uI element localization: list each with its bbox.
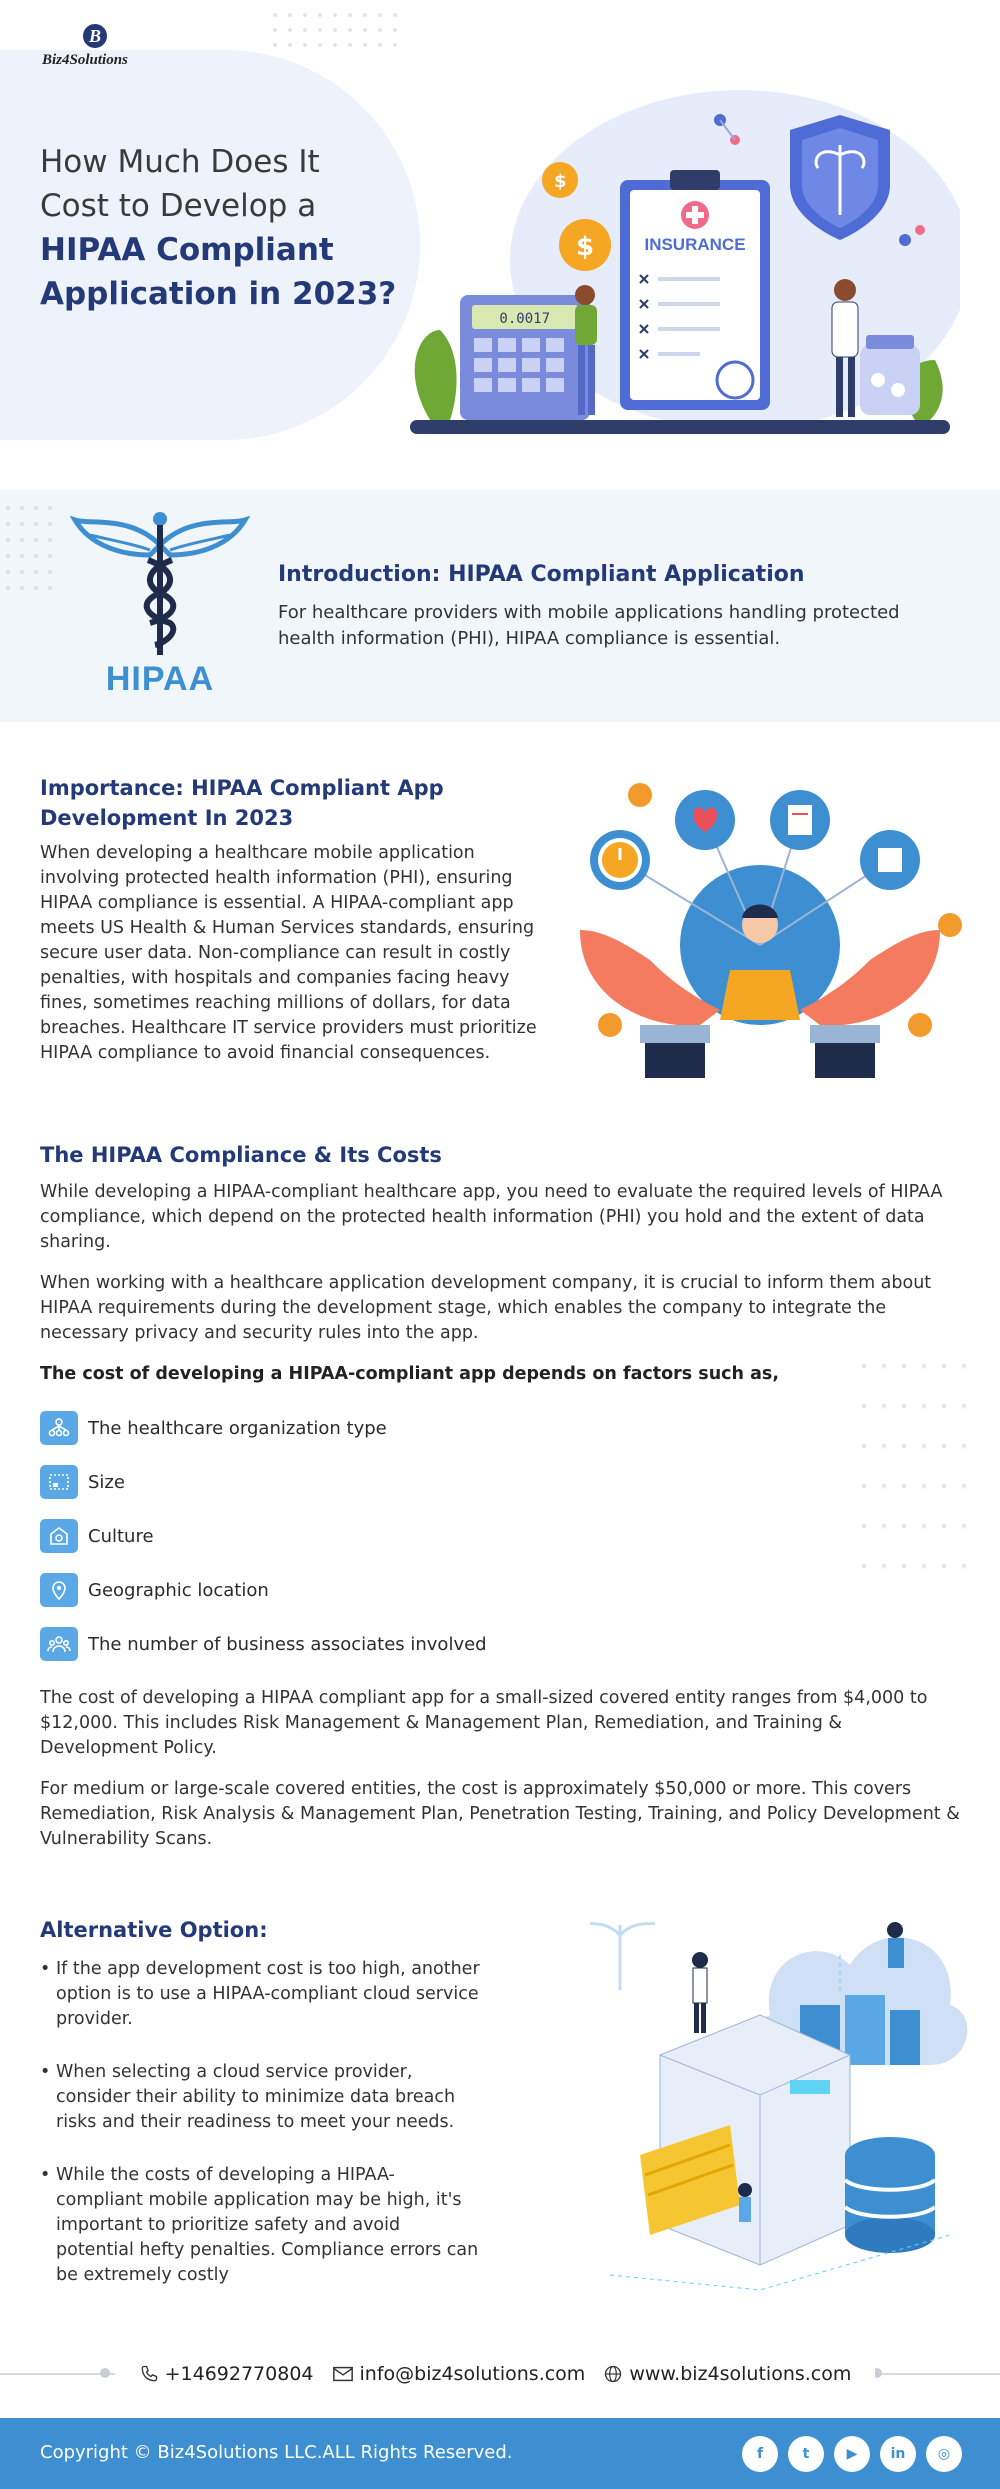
brand-name: Biz4Solutions bbox=[42, 52, 128, 68]
svg-text:B: B bbox=[89, 26, 102, 46]
culture-icon bbox=[40, 1519, 78, 1553]
intro-title: Introduction: HIPAA Compliant Application bbox=[278, 562, 805, 587]
calculator-display: 0.0017 bbox=[499, 311, 550, 327]
contact-website[interactable] bbox=[603, 2363, 851, 2385]
factor-item bbox=[40, 1626, 487, 1662]
brand-logo[interactable] bbox=[40, 22, 180, 74]
costs-para-4: For medium or large-scale covered entities, the cost is approximately $50,000 or more. This covers Remediation, Risk Analysis & Management Plan, Penetration Testing, Training, and Policy Development & Vulnerability Scans. bbox=[40, 1779, 960, 1849]
alternative-item: • While the costs of developing a HIPAA-compliant mobile application may be high, it's important to prioritize safety and avoid potential hefty penalties. Compliance errors can be extremely costly bbox=[40, 2163, 480, 2288]
alternative-item: • When selecting a cloud service provider, consider their ability to minimize data breach risks and their readiness to meet your needs. bbox=[40, 2060, 480, 2135]
insurance-illustration-icon bbox=[400, 90, 960, 440]
factor-label: The healthcare organization type bbox=[88, 1417, 387, 1439]
alternative-illustration bbox=[590, 1895, 970, 2295]
instagram-icon[interactable]: ◎ bbox=[926, 2436, 962, 2472]
hipaa-logo bbox=[70, 505, 250, 705]
facebook-icon[interactable]: f bbox=[742, 2436, 778, 2472]
factor-label: Geographic location bbox=[88, 1579, 269, 1601]
svg-text:$: $ bbox=[576, 232, 595, 262]
hands-care-illustration-icon bbox=[560, 770, 980, 1100]
factor-item bbox=[40, 1464, 125, 1500]
alternative-title: Alternative Option: bbox=[40, 1918, 268, 1942]
website-url: www.biz4solutions.com bbox=[629, 2363, 852, 2385]
importance-title-line-2: Development In 2023 bbox=[40, 806, 294, 830]
youtube-icon[interactable]: ▶ bbox=[834, 2436, 870, 2472]
organization-icon bbox=[40, 1411, 78, 1445]
alternative-item: • If the app development cost is too high, another option is to use a HIPAA-compliant cloud service provider. bbox=[40, 1957, 480, 2032]
associates-icon bbox=[40, 1627, 78, 1661]
costs-para-2: When working with a healthcare application development company, it is crucial to inform them about HIPAA requirements during the development stage, which enables the company to integrate the necessary privacy and security rules into the app. bbox=[40, 1273, 932, 1343]
factors-intro: The cost of developing a HIPAA-compliant app depends on factors such as, bbox=[40, 1364, 779, 1384]
importance-title-line-1: Importance: HIPAA Compliant App bbox=[40, 776, 444, 800]
linkedin-icon[interactable]: in bbox=[880, 2436, 916, 2472]
factor-item bbox=[40, 1410, 387, 1446]
email-icon bbox=[332, 2365, 354, 2383]
twitter-icon[interactable]: t bbox=[788, 2436, 824, 2472]
title-line-2: Cost to Develop a bbox=[40, 188, 317, 224]
title-line-3: HIPAA Compliant bbox=[40, 232, 334, 268]
factor-item bbox=[40, 1572, 269, 1608]
costs-title: The HIPAA Compliance & Its Costs bbox=[40, 1143, 442, 1167]
svg-text:$: $ bbox=[554, 171, 567, 192]
contact-phone[interactable] bbox=[139, 2363, 314, 2385]
caduceus-icon bbox=[70, 505, 250, 665]
factor-label: Culture bbox=[88, 1525, 154, 1547]
contact-bar bbox=[115, 2359, 875, 2389]
size-icon bbox=[40, 1465, 78, 1499]
dot-pattern-decoration bbox=[0, 500, 70, 620]
globe-icon bbox=[603, 2364, 623, 2384]
costs-para-1: While developing a HIPAA-compliant healthcare app, you need to evaluate the required levels of HIPAA compliance, which depend on the protected health information (PHI) you hold and the extent of data sharing. bbox=[40, 1182, 943, 1252]
importance-title bbox=[40, 773, 560, 833]
hero-illustration bbox=[400, 90, 960, 440]
importance-body: When developing a healthcare mobile application involving protected health information (PHI), ensuring HIPAA compliance is essential. A HIPAA-compliant app meets US Health & Human Services standards, ensuring secure user data. Non-compliance can result in costly penalties, with hospitals and companies facing heavy fines, sometimes reaching millions of dollars, for data breaches. Healthcare IT service providers must prioritize HIPAA compliance to avoid financial consequences. bbox=[40, 843, 537, 1063]
divider-dot bbox=[100, 2368, 110, 2378]
title-line-4: Application in 2023? bbox=[40, 276, 397, 312]
importance-illustration bbox=[560, 770, 980, 1100]
title-line-1: How Much Does It bbox=[40, 144, 320, 180]
copyright-text: Copyright © Biz4Solutions LLC.ALL Rights Reserved. bbox=[40, 2442, 513, 2463]
cloud-storage-illustration-icon bbox=[590, 1895, 970, 2295]
hipaa-logo-text: HIPAA bbox=[105, 660, 215, 698]
factor-label: Size bbox=[88, 1471, 125, 1493]
page-title bbox=[40, 140, 420, 316]
phone-icon bbox=[139, 2364, 159, 2384]
costs-para-3: The cost of developing a HIPAA compliant app for a small-sized covered entity ranges from $4,000 to $12,000. This includes Risk Management & Management Plan, Remediation, and Training & Development Policy. bbox=[40, 1688, 928, 1758]
insurance-card-title: INSURANCE bbox=[644, 235, 746, 254]
factor-item bbox=[40, 1518, 154, 1554]
location-pin-icon bbox=[40, 1573, 78, 1607]
email-address: info@biz4solutions.com bbox=[359, 2363, 586, 2385]
dot-pattern-decoration bbox=[270, 10, 420, 60]
contact-email[interactable] bbox=[332, 2363, 586, 2385]
dot-pattern-decoration bbox=[858, 1360, 988, 1580]
intro-body: For healthcare providers with mobile applications handling protected health information (PHI), HIPAA compliance is essential. bbox=[278, 602, 900, 649]
phone-number: +14692770804 bbox=[164, 2363, 314, 2385]
alternative-list bbox=[40, 1957, 480, 2316]
factor-label: The number of business associates involved bbox=[88, 1633, 487, 1655]
